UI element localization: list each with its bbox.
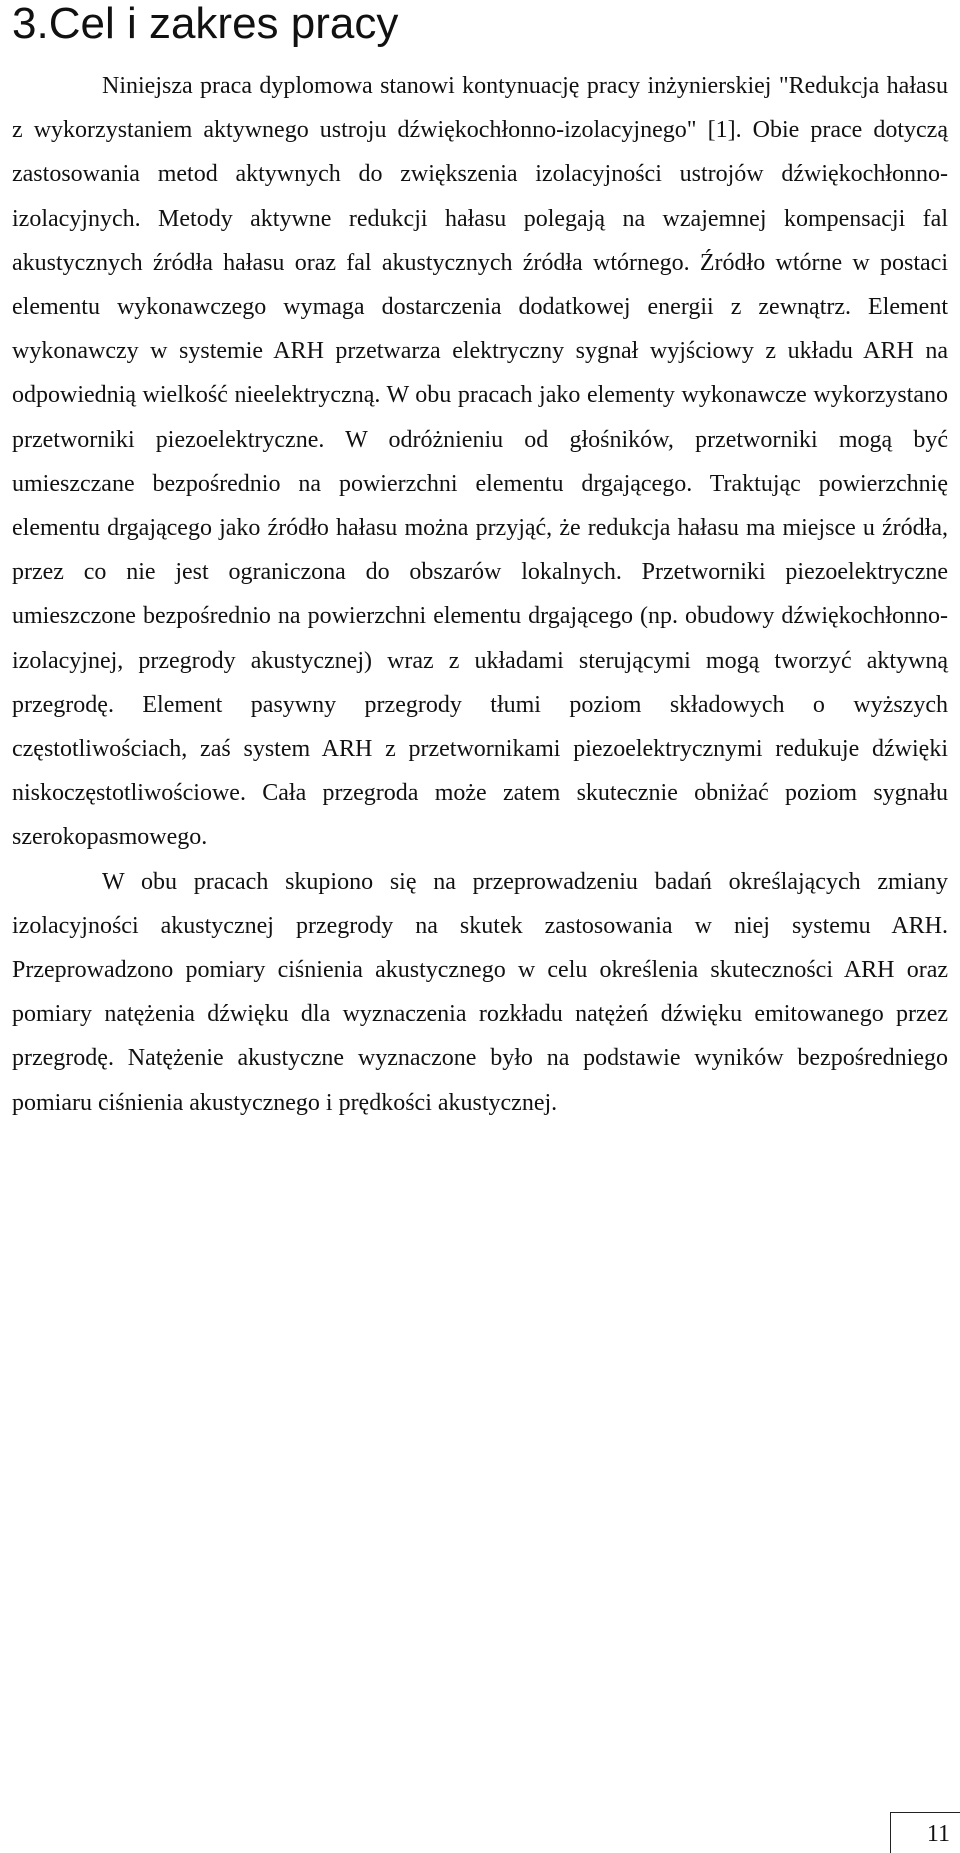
section-heading: 3.Cel i zakres pracy (12, 0, 399, 48)
document-page (12, 0, 948, 1853)
paragraph-1: Niniejsza praca dyplomowa stanowi kontynuację pracy inżynierskiej "Redukcja hałasu z wykorzystaniem aktywnego ustroju dźwiękochłonno-izolacyjnego" [1]. Obie prace dotyczą zastosowania metod aktywnych do zwiększenia izolacyjności ustrojów dźwiękochłonno-izolacyjnych. Metody aktywne redukcji hałasu polegają na wzajemnej kompensacji fal akustycznych źródła hałasu oraz fal akustycznych źródła wtórnego. Źródło wtórne w postaci elementu wykonawczego wymaga dostarczenia dodatkowej energii z zewnątrz. Element wykonawczy w systemie ARH przetwarza elektryczny sygnał wyjściowy z układu ARH na odpowiednią wielkość nieelektryczną. W obu pracach jako elementy wykonawcze wykorzystano przetworniki piezoelektryczne. W odróżnieniu od głośników, przetworniki mogą być umieszczane bezpośrednio na powierzchni elementu drgającego. Traktując powierzchnię elementu drgającego jako źródło hałasu można przyjąć, że redukcja hałasu ma miejsce u źródła, przez co nie jest ograniczona do obszarów lokalnych. Przetworniki piezoelektryczne umieszczone bezpośrednio na powierzchni elementu drgającego (np. obudowy dźwiękochłonno-izolacyjnej, przegrody akustycznej) wraz z układami sterującymi mogą tworzyć aktywną przegrodę. Element pasywny przegrody tłumi poziom składowych o wyższych częstotliwościach, zaś system ARH z przetwornikami piezoelektrycznymi redukuje dźwięki niskoczęstotliwościowe. Cała przegroda może zatem skutecznie obniżać poziom sygnału szerokopasmowego. (12, 73, 948, 851)
page-number-frame-top (890, 1812, 960, 1813)
body-text (12, 64, 948, 1125)
page-number: 11 (926, 1821, 950, 1847)
page-number-frame-left (890, 1812, 891, 1853)
paragraph-2: W obu pracach skupiono się na przeprowadzeniu badań określających zmiany izolacyjności akustycznej przegrody na skutek zastosowania w niej systemu ARH. Przeprowadzono pomiary ciśnienia akustycznego w celu określenia skuteczności ARH oraz pomiary natężenia dźwięku dla wyznaczenia rozkładu natężeń dźwięku emitowanego przez przegrodę. Natężenie akustyczne wyznaczone było na podstawie wyników bezpośredniego pomiaru ciśnienia akustycznego i prędkości akustycznej. (12, 868, 948, 1116)
